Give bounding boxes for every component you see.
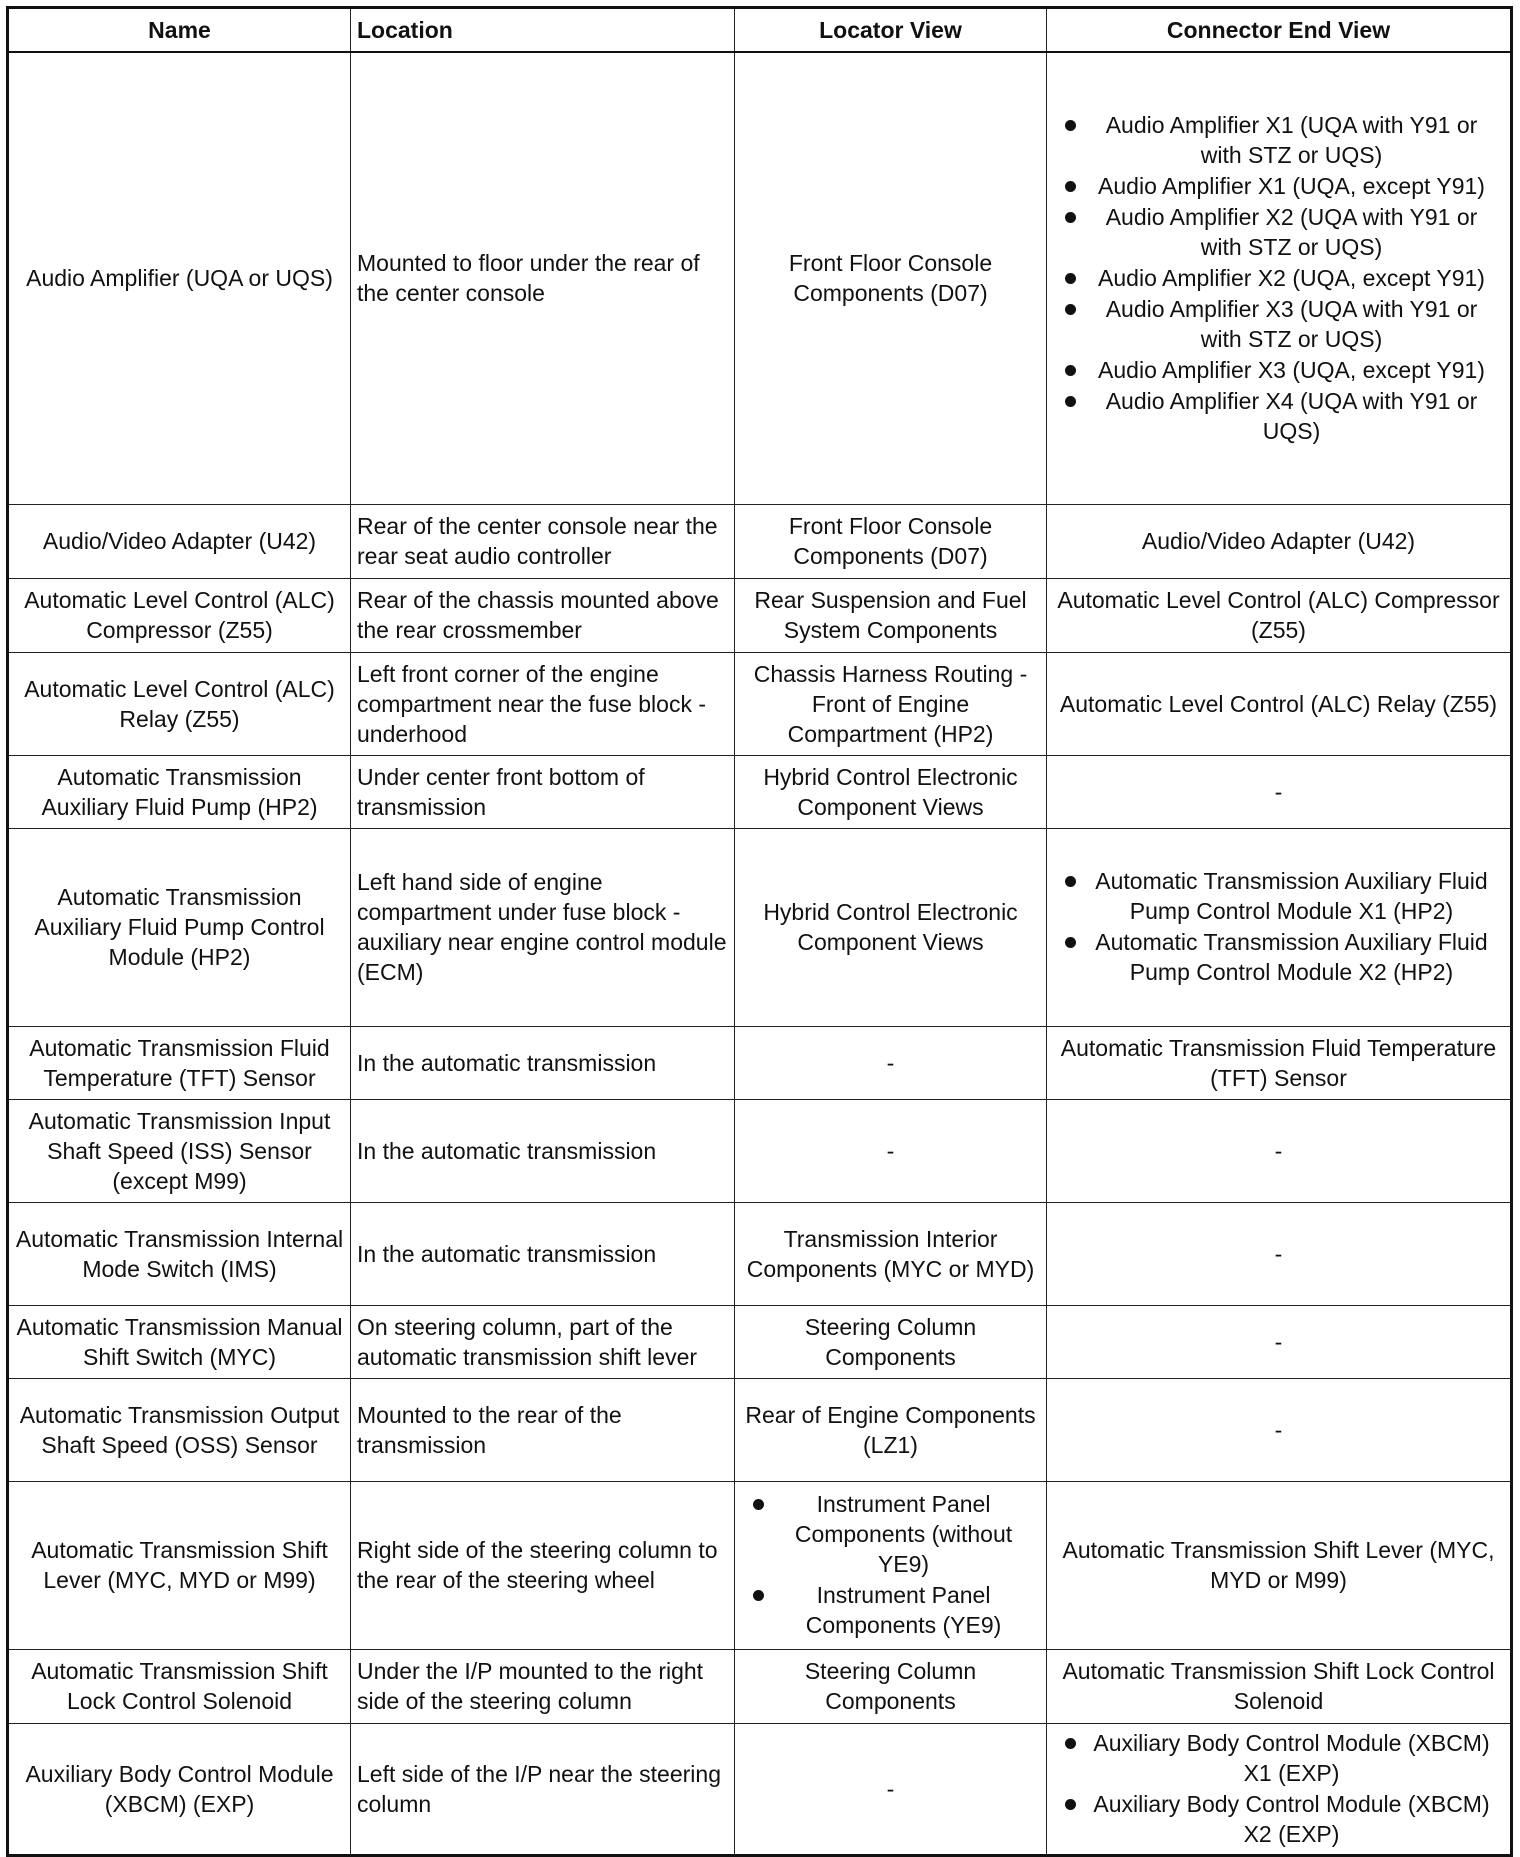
connector-end-view-cell: Automatic Level Control (ALC) Compressor (Z55) [1047,578,1512,652]
header-name: Name [8,8,351,53]
location-cell: Rear of the chassis mounted above the rear crossmember [351,578,735,652]
locator-view-cell: Steering Column Components [735,1305,1047,1378]
table-row [8,1026,1512,1099]
location-cell: In the automatic transmission [351,1099,735,1202]
location-cell: Under center front bottom of transmission [351,755,735,828]
locator-view-cell: Hybrid Control Electronic Component Views [735,828,1047,1026]
name-cell: Automatic Transmission Internal Mode Switch (IMS) [8,1202,351,1305]
location-cell: Under the I/P mounted to the right side of the steering column [351,1649,735,1723]
connector-end-view-cell: Automatic Transmission Shift Lever (MYC, MYD or M99) [1047,1481,1512,1649]
bullet-item: Audio Amplifier X3 (UQA with Y91 or with STZ or UQS) [1053,294,1504,355]
table-row [8,652,1512,755]
bullet-item: Audio Amplifier X3 (UQA, except Y91) [1053,355,1504,386]
table-row [8,1649,1512,1723]
location-cell: On steering column, part of the automatic transmission shift lever [351,1305,735,1378]
locator-view-cell: Transmission Interior Components (MYC or MYD) [735,1202,1047,1305]
locator-view-cell: Front Floor Console Components (D07) [735,504,1047,578]
table-row [8,1202,1512,1305]
table-row [8,504,1512,578]
bullet-item: Audio Amplifier X4 (UQA with Y91 or UQS) [1053,386,1504,447]
table-row [8,1099,1512,1202]
bullet-list [1053,866,1504,988]
bullet-item: Audio Amplifier X2 (UQA with Y91 or with STZ or UQS) [1053,202,1504,263]
name-cell: Auxiliary Body Control Module (XBCM) (EXP) [8,1723,351,1855]
connector-end-view-cell: Automatic Transmission Fluid Temperature (TFT) Sensor [1047,1026,1512,1099]
name-cell: Automatic Level Control (ALC) Relay (Z55) [8,652,351,755]
table-row [8,755,1512,828]
connector-end-view-cell [1047,828,1512,1026]
connector-end-view-cell: - [1047,1202,1512,1305]
bullet-item: Instrument Panel Components (without YE9) [741,1489,1040,1580]
locator-view-cell: Chassis Harness Routing - Front of Engine Compartment (HP2) [735,652,1047,755]
name-cell: Audio/Video Adapter (U42) [8,504,351,578]
name-cell: Automatic Transmission Auxiliary Fluid Pump (HP2) [8,755,351,828]
connector-end-view-cell: Automatic Level Control (ALC) Relay (Z55) [1047,652,1512,755]
location-cell: Right side of the steering column to the rear of the steering wheel [351,1481,735,1649]
locator-view-cell: - [735,1099,1047,1202]
bullet-item: Audio Amplifier X1 (UQA, except Y91) [1053,171,1504,202]
bullet-item: Auxiliary Body Control Module (XBCM) X1 (EXP) [1053,1728,1504,1789]
location-cell: Rear of the center console near the rear seat audio controller [351,504,735,578]
table-row [8,52,1512,504]
locator-view-cell: - [735,1026,1047,1099]
connector-end-view-cell: Audio/Video Adapter (U42) [1047,504,1512,578]
bullet-list [741,1489,1040,1641]
locator-view-cell: - [735,1723,1047,1855]
locator-view-cell: Rear Suspension and Fuel System Components [735,578,1047,652]
location-cell: Mounted to floor under the rear of the center console [351,52,735,504]
bullet-item: Instrument Panel Components (YE9) [741,1580,1040,1641]
location-cell: Left hand side of engine compartment under fuse block - auxiliary near engine control module (ECM) [351,828,735,1026]
location-cell: Left front corner of the engine compartment near the fuse block - underhood [351,652,735,755]
component-locator-table [6,6,1513,1857]
name-cell: Audio Amplifier (UQA or UQS) [8,52,351,504]
locator-view-cell: Hybrid Control Electronic Component Views [735,755,1047,828]
name-cell: Automatic Transmission Output Shaft Speed (OSS) Sensor [8,1378,351,1481]
bullet-list [1053,110,1504,447]
connector-end-view-cell: - [1047,755,1512,828]
name-cell: Automatic Transmission Auxiliary Fluid Pump Control Module (HP2) [8,828,351,1026]
header-connector-end-view: Connector End View [1047,8,1512,53]
name-cell: Automatic Transmission Manual Shift Switch (MYC) [8,1305,351,1378]
bullet-item: Auxiliary Body Control Module (XBCM) X2 (EXP) [1053,1789,1504,1850]
connector-end-view-cell: Automatic Transmission Shift Lock Control Solenoid [1047,1649,1512,1723]
location-cell: In the automatic transmission [351,1202,735,1305]
locator-view-cell: Rear of Engine Components (LZ1) [735,1378,1047,1481]
bullet-item: Audio Amplifier X2 (UQA, except Y91) [1053,263,1504,294]
location-cell: Left side of the I/P near the steering column [351,1723,735,1855]
location-cell: Mounted to the rear of the transmission [351,1378,735,1481]
locator-view-cell: Front Floor Console Components (D07) [735,52,1047,504]
name-cell: Automatic Level Control (ALC) Compressor (Z55) [8,578,351,652]
table-row [8,1305,1512,1378]
header-location: Location [351,8,735,53]
connector-end-view-cell [1047,1723,1512,1855]
header-row [8,8,1512,53]
table-row [8,1481,1512,1649]
connector-end-view-cell: - [1047,1305,1512,1378]
location-cell: In the automatic transmission [351,1026,735,1099]
header-locator-view: Locator View [735,8,1047,53]
bullet-item: Audio Amplifier X1 (UQA with Y91 or with STZ or UQS) [1053,110,1504,171]
table-row [8,1723,1512,1855]
table-row [8,1378,1512,1481]
name-cell: Automatic Transmission Shift Lock Control Solenoid [8,1649,351,1723]
table-row [8,828,1512,1026]
bullet-item: Automatic Transmission Auxiliary Fluid Pump Control Module X2 (HP2) [1053,927,1504,988]
connector-end-view-cell: - [1047,1099,1512,1202]
name-cell: Automatic Transmission Input Shaft Speed (ISS) Sensor (except M99) [8,1099,351,1202]
table-body [8,52,1512,1855]
connector-end-view-cell [1047,52,1512,504]
bullet-item: Automatic Transmission Auxiliary Fluid Pump Control Module X1 (HP2) [1053,866,1504,927]
name-cell: Automatic Transmission Fluid Temperature (TFT) Sensor [8,1026,351,1099]
name-cell: Automatic Transmission Shift Lever (MYC, MYD or M99) [8,1481,351,1649]
table-row [8,578,1512,652]
bullet-list [1053,1728,1504,1850]
connector-end-view-cell: - [1047,1378,1512,1481]
locator-view-cell [735,1481,1047,1649]
locator-view-cell: Steering Column Components [735,1649,1047,1723]
